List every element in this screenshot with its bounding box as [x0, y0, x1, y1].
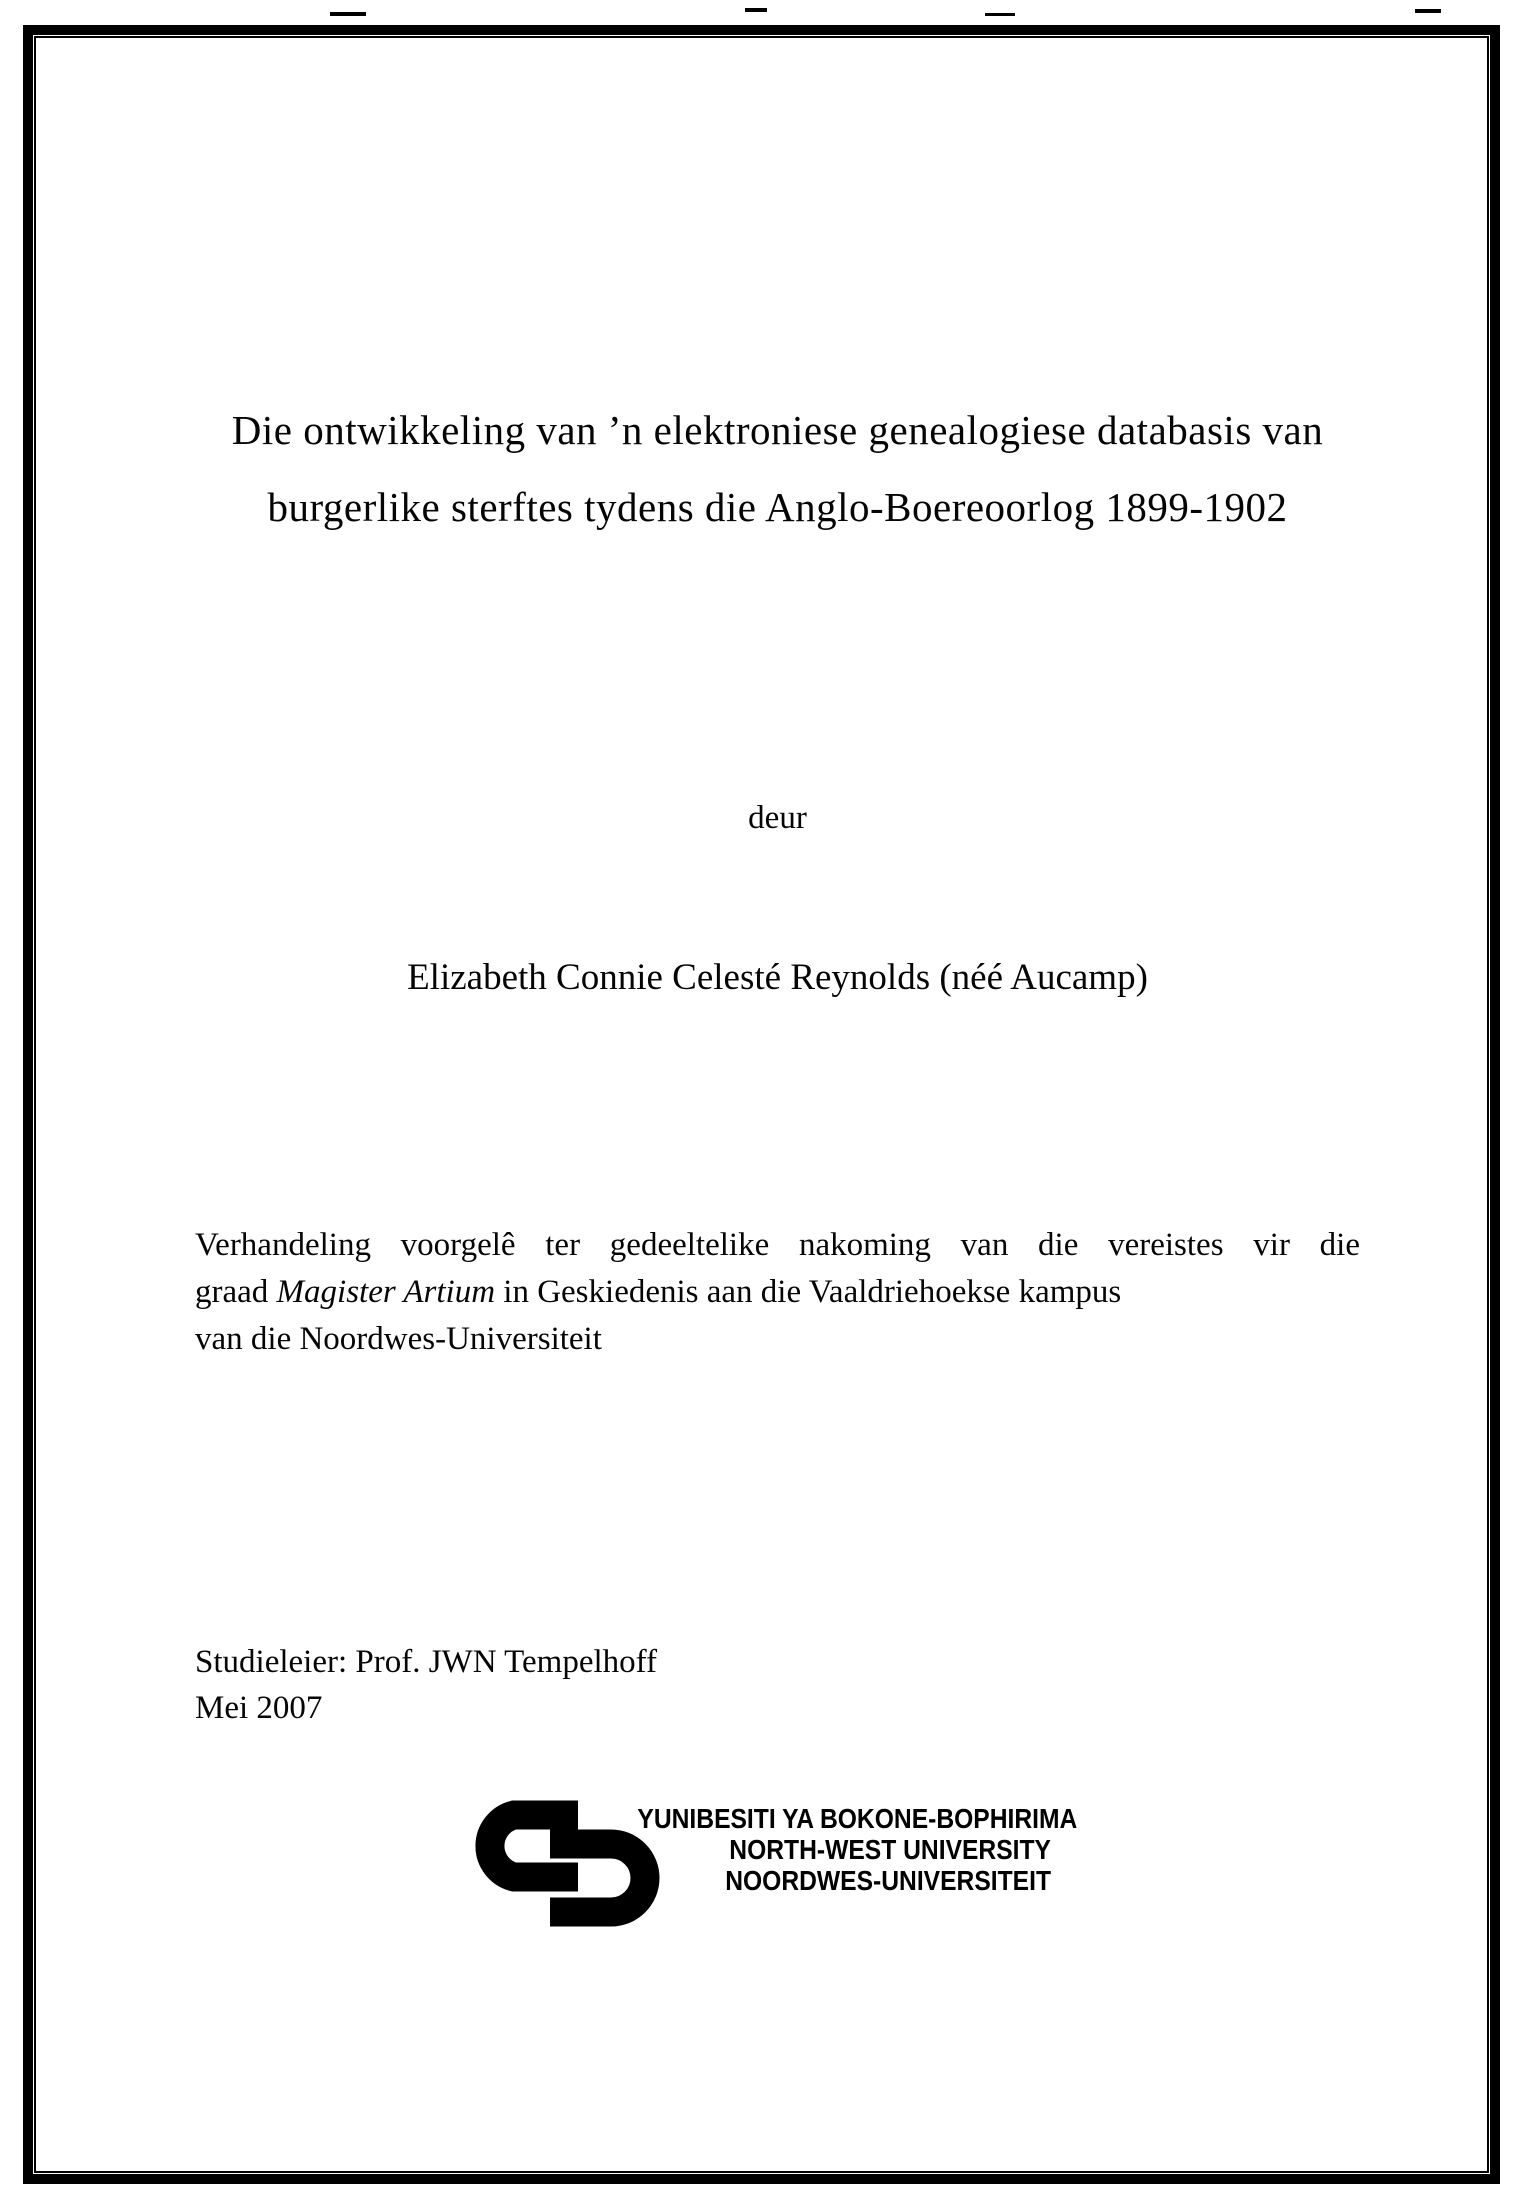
university-logo [465, 1800, 1078, 1930]
byline: deur [748, 800, 807, 836]
submission-line2-suffix: in Geskiedenis aan die Vaaldriehoekse kampus [495, 1274, 1122, 1310]
nwu-interlocked-c-logo-icon [465, 1800, 661, 1927]
submission-statement [195, 1222, 1360, 1363]
degree-name: Magister Artium [276, 1274, 496, 1310]
supervisor-line: Studieleier: Prof. JWN Tempelhoff [195, 1644, 658, 1680]
supervisor-block [195, 1639, 1360, 1731]
submission-line3: van die Noordwes-Universiteit [195, 1321, 602, 1357]
scan-artifact [330, 12, 366, 16]
thesis-title-line1: Die ontwikkeling van ’n elektroniese genealogiese databasis van [231, 407, 1324, 453]
university-name-afrikaans: NOORDWES-UNIVERSITEIT [725, 1865, 1051, 1896]
scan-artifact [1415, 9, 1441, 13]
submission-line2-prefix: graad [195, 1274, 277, 1310]
author-name: Elizabeth Connie Celesté Reynolds (néé Aucamp) [407, 957, 1148, 998]
university-name-english: NORTH-WEST UNIVERSITY [729, 1834, 1051, 1865]
thesis-title [195, 392, 1360, 546]
university-name-setswana: YUNIBESITI YA BOKONE-BOPHIRIMA [637, 1803, 1078, 1834]
submission-line2 [195, 1269, 1360, 1316]
university-logo-text [637, 1803, 1078, 1896]
scan-artifact [745, 8, 767, 12]
date-line: Mei 2007 [195, 1690, 323, 1726]
scan-artifact [985, 13, 1015, 16]
submission-line1: Verhandeling voorgelê ter gedeeltelike nakoming van die vereistes vir die [195, 1227, 1360, 1263]
thesis-title-line2: burgerlike sterftes tydens die Anglo-Boereoorlog 1899-1902 [267, 484, 1288, 530]
